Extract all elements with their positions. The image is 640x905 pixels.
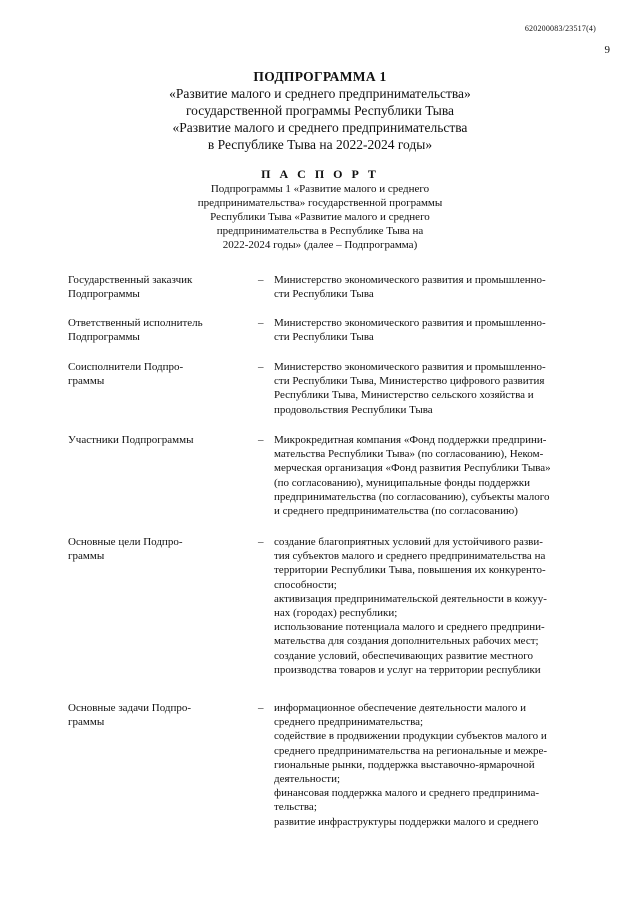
row-value-line: Министерство экономического развития и промышленно- (274, 274, 546, 286)
row-value-line: сти Республики Тыва (274, 331, 374, 344)
passport-subtitle-line: предпринимательства в Республике Тыва на (216, 225, 424, 237)
row-label (68, 701, 248, 729)
row-dash: – (258, 274, 264, 286)
subprogram-subtitle-line: «Развитие малого и среднего предпринимательства (172, 120, 468, 135)
passport-header (0, 166, 640, 252)
row-value-line: создание благоприятных условий для устойчивого разви- (274, 536, 543, 548)
row-dash: – (258, 702, 264, 714)
row-label-line: Основные цели Подпро- (68, 536, 183, 548)
row-value-line: создание условий, обеспечивающих развитие местного (274, 649, 533, 662)
row-value-line: Республики Тыва, Министерство сельского хозяйства и (274, 389, 534, 402)
row-value (274, 433, 600, 518)
row-value (274, 273, 600, 301)
document-code: 620200083/23517(4) (524, 24, 596, 33)
row-value-line: Микрокредитная компания «Фонд поддержки предприни- (274, 434, 547, 446)
row-value-line: мерческая организация «Фонд развития Республики Тыва» (274, 462, 551, 475)
row-value-line: тельства; (274, 801, 317, 814)
passport-subtitle-line: Республики Тыва «Развитие малого и среднего (210, 211, 430, 223)
row-value-line: среднего предпринимательства; (274, 716, 424, 729)
row-label-line: Подпрограммы (68, 288, 140, 301)
subprogram-subtitle-line: в Республике Тыва на 2022-2024 годы» (207, 137, 433, 152)
row-value-line: производства товаров и услуг на территории республики (274, 663, 541, 676)
row-value (274, 316, 600, 344)
row-value (274, 360, 600, 417)
row-value-line: Министерство экономического развития и промышленно- (274, 317, 546, 329)
subprogram-subtitle-line: государственной программы Республики Тыва (185, 103, 455, 118)
row-value-line: информационное обеспечение деятельности малого и (274, 702, 527, 714)
passport-subtitle-line: Подпрограммы 1 «Развитие малого и среднего (210, 183, 430, 195)
row-value-line: содействие в продвижении продукции субъектов малого и (274, 730, 547, 743)
row-value-line: тия субъектов малого и среднего предпринимательства на (274, 550, 546, 563)
row-value-line: территории Республики Тыва, повышения их конкуренто- (274, 564, 546, 577)
row-dash: – (258, 536, 264, 548)
row-label-line: Соисполнители Подпро- (68, 361, 184, 373)
row-label (68, 535, 248, 563)
row-label (68, 316, 248, 344)
passport-subtitle-line: предпринимательства» государственной программы (197, 197, 443, 209)
subprogram-subtitle-line: «Развитие малого и среднего предпринимательства» (169, 86, 471, 101)
row-value-line: сти Республики Тыва, Министерство цифрового развития (274, 375, 545, 388)
row-value (274, 535, 600, 677)
row-label (68, 273, 248, 301)
row-label-line: Участники Подпрограммы (68, 434, 194, 446)
row-value-line: развитие инфраструктуры поддержки малого и среднего (274, 815, 539, 828)
row-dash: – (258, 434, 264, 446)
subprogram-title: ПОДПРОГРАММА 1 (253, 69, 387, 84)
row-label-line: Подпрограммы (68, 331, 140, 344)
row-label-line: граммы (68, 550, 105, 563)
row-label-line: граммы (68, 375, 105, 388)
row-value-line: деятельности; (274, 773, 341, 786)
row-dash: – (258, 317, 264, 329)
row-value-line: сти Республики Тыва (274, 288, 374, 301)
page-number: 9 (604, 44, 610, 56)
row-value-line: продовольствия Республики Тыва (274, 403, 433, 416)
row-value-line: финансовая поддержка малого и среднего предпринима- (274, 787, 539, 800)
row-value-line: и среднего предпринимательства (по согласованию) (274, 505, 518, 518)
row-dash: – (258, 361, 264, 373)
row-label (68, 433, 248, 447)
subprogram-header (0, 68, 640, 153)
row-value-line: мательства Республики Тыва» (по согласованию), Неком- (274, 448, 544, 461)
row-value-line: нах (городах) республики; (274, 607, 398, 620)
row-value-line: предпринимательства (по согласованию), субъекты малого (274, 490, 550, 503)
row-value-line: мательства для создания дополнительных рабочих мест; (274, 635, 539, 648)
row-label-line: граммы (68, 716, 105, 729)
row-value-line: среднего предпринимательства на региональные и межре- (274, 744, 547, 757)
row-value-line: гиональные рынки, поддержка выставочно-ярмарочной (274, 758, 535, 771)
row-value-line: способности; (274, 578, 337, 591)
row-value-line: (по согласованию), муниципальные фонды поддержки (274, 476, 530, 489)
row-value (274, 701, 600, 829)
row-value-line: Министерство экономического развития и промышленно- (274, 361, 546, 373)
row-label-line: Ответственный исполнитель (68, 317, 203, 329)
row-label-line: Основные задачи Подпро- (68, 702, 192, 714)
passport-subtitle-line: 2022-2024 годы» (далее – Подпрограмма) (222, 239, 418, 251)
row-label (68, 360, 248, 388)
passport-title: П А С П О Р Т (261, 167, 379, 181)
row-label-line: Государственный заказчик (68, 274, 193, 286)
row-value-line: использование потенциала малого и среднего предприни- (274, 621, 545, 634)
row-value-line: активизация предпринимательской деятельности в кожуу- (274, 592, 547, 605)
